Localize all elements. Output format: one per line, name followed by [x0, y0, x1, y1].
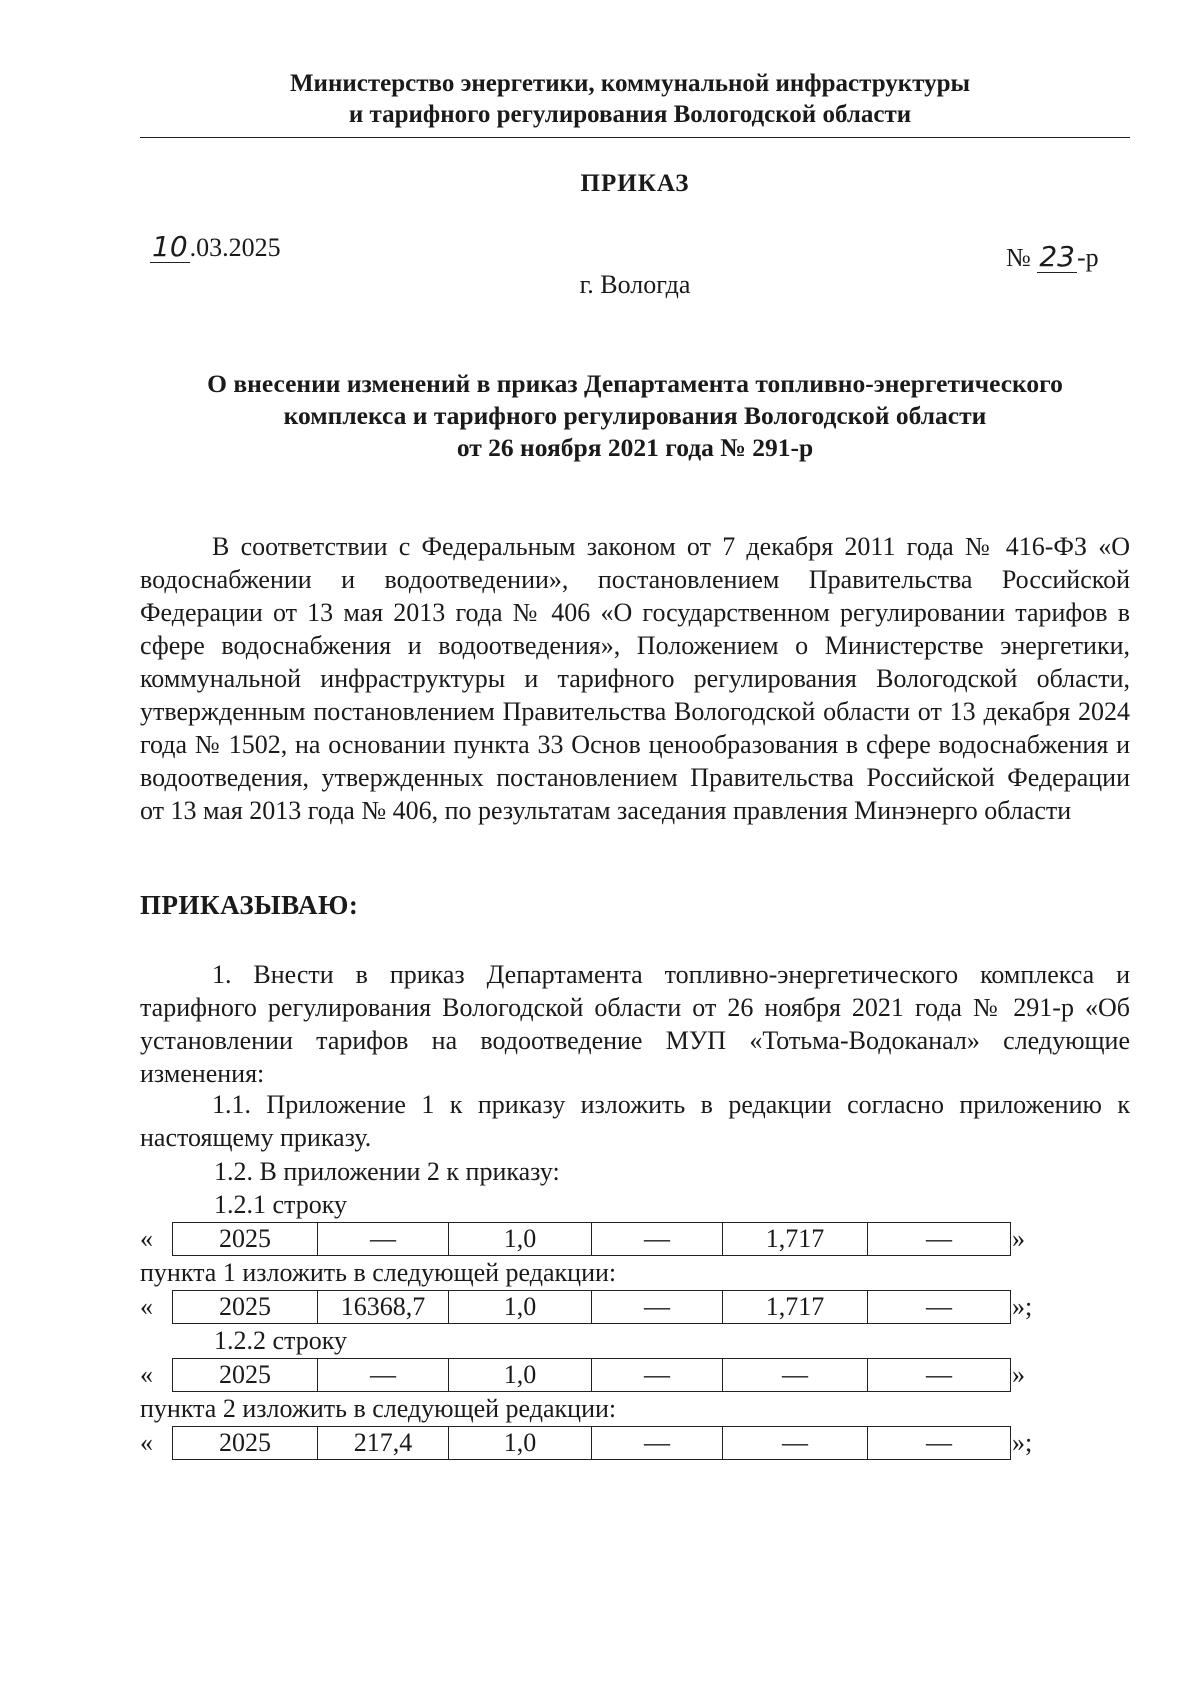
cell: 16368,7: [318, 1291, 449, 1324]
document-type: ПРИКАЗ: [580, 170, 690, 197]
table-row-d: [140, 1426, 1100, 1462]
ministry-line-1: Министерство энергетики, коммунальной инфраструктуры: [289, 70, 971, 97]
quote-close-semicolon: »;: [1012, 1292, 1033, 1321]
point-1-text: пункта 1 изложить в следующей редакции:: [140, 1258, 617, 1287]
table-row-b: [140, 1290, 1100, 1326]
cell: 2025: [173, 1427, 318, 1460]
item-1-2-2: 1.2.2 строку: [214, 1326, 347, 1355]
item-1-2-1: 1.2.1 строку: [214, 1190, 347, 1219]
cell: 1,717: [723, 1291, 868, 1324]
row-c-cells: [172, 1358, 1011, 1392]
cell: —: [868, 1291, 1011, 1324]
cell: —: [592, 1223, 723, 1256]
item-1: 1. Внести в приказ Департамента топливно-энергетического комплекса и тарифного регулирования Вологодской области от 26 ноября 2021 года № 291-р «Об установлении тарифов на водоотведение МУП «Тотьма-Водоканал» следующие изменения:: [140, 960, 1130, 1088]
quote-close-semicolon: »;: [1012, 1428, 1033, 1457]
cell: 1,0: [449, 1223, 592, 1256]
cell: —: [318, 1223, 449, 1256]
date-rest: .03.2025: [189, 233, 281, 262]
date-handwritten: 10: [152, 230, 188, 263]
cell: 217,4: [318, 1427, 449, 1460]
point-2-text: пункта 2 изложить в следующей редакции:: [140, 1394, 617, 1423]
ministry-line-2: и тарифного регулирования Вологодской области: [348, 101, 912, 128]
cell: 1,717: [723, 1223, 868, 1256]
intro-paragraph: В соответствии с Федеральным законом от 7 декабря 2011 года № 416-ФЗ «О водоснабжении и водоотведении», постановлением Правительства Российской Федерации от 13 мая 2013 года № 406 «О государственном регулировании тарифов в сфере водоснабжения и водоотведения», Положением о Министерстве энергетики, коммунальной инфраструктуры и тарифного регулирования Вологодской области, утвержденным постановлением Правительства Вологодской области от 13 декабря 2024 года № 1502, на основании пункта 33 Основ ценообразования в сфере водоснабжения и водоотведения, утвержденных постановлением Правительства Российской Федерации от 13 мая 2013 года № 406, по результатам заседания правления Минэнерго области: [140, 532, 1130, 825]
cell: —: [868, 1223, 1011, 1256]
order-date: [150, 232, 281, 263]
cell: 2025: [173, 1359, 318, 1392]
item-1-1: 1.1. Приложение 1 к приказу изложить в редакции согласно приложению к настоящему приказу.: [140, 1090, 1130, 1152]
cell: 2025: [173, 1291, 318, 1324]
quote-close: »: [1012, 1360, 1025, 1389]
quote-open: «: [140, 1428, 153, 1457]
quote-close: »: [1012, 1224, 1025, 1253]
cell: 2025: [173, 1223, 318, 1256]
cell: —: [318, 1359, 449, 1392]
number-handwritten: 23: [1039, 240, 1075, 273]
cell: —: [592, 1359, 723, 1392]
city: г. Вологда: [579, 270, 691, 299]
cell: —: [592, 1427, 723, 1460]
number-suffix: -р: [1076, 243, 1099, 272]
cell: —: [723, 1359, 868, 1392]
order-number: [1006, 242, 1099, 273]
cell: —: [592, 1291, 723, 1324]
cell: —: [868, 1359, 1011, 1392]
title-line-1: О внесении изменений в приказ Департамента топливно-энергетического: [207, 369, 1063, 398]
row-d-cells: [172, 1426, 1011, 1460]
cell: 1,0: [449, 1291, 592, 1324]
cell: 1,0: [449, 1359, 592, 1392]
row-b-cells: [172, 1290, 1011, 1324]
row-a-cells: [172, 1222, 1011, 1256]
order-word: ПРИКАЗЫВАЮ:: [140, 890, 359, 920]
cell: 1,0: [449, 1427, 592, 1460]
cell: —: [868, 1427, 1011, 1460]
title-line-2: комплекса и тарифного регулирования Вологодской области: [283, 401, 987, 430]
ministry-header: [160, 68, 1100, 130]
quote-open: «: [140, 1360, 153, 1389]
table-row-a: [140, 1222, 1100, 1258]
quote-open: «: [140, 1292, 153, 1321]
item-1-2: 1.2. В приложении 2 к приказу:: [214, 1157, 560, 1186]
quote-open: «: [140, 1224, 153, 1253]
header-divider: [140, 137, 1130, 138]
number-prefix: №: [1006, 243, 1031, 272]
title-line-3: от 26 ноября 2021 года № 291-р: [456, 433, 814, 462]
table-row-c: [140, 1358, 1100, 1394]
cell: —: [723, 1427, 868, 1460]
document-title: [140, 368, 1130, 464]
